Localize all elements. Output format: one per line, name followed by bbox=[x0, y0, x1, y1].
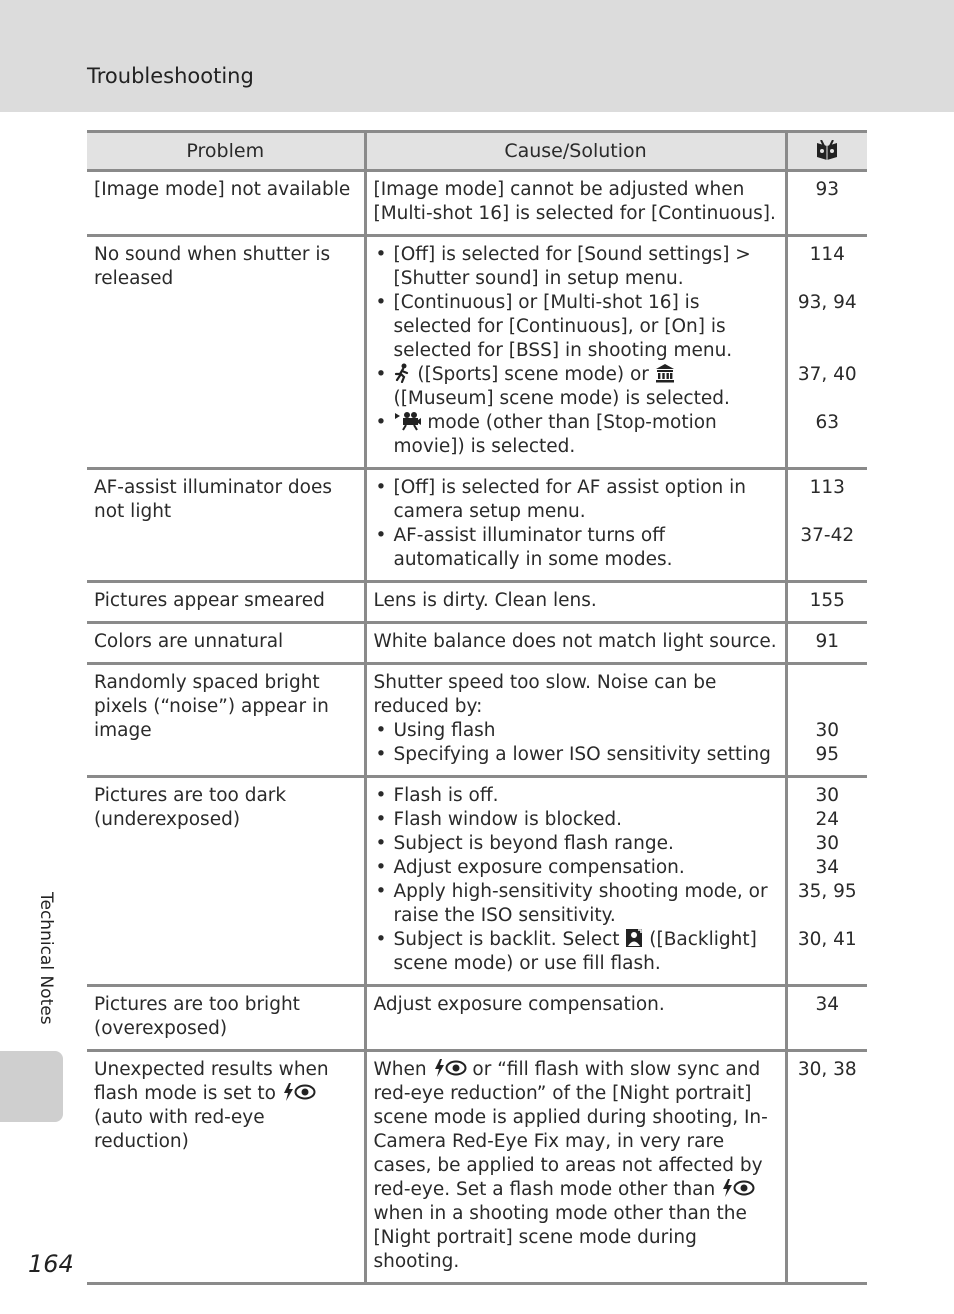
table-header-row bbox=[87, 132, 867, 171]
solution-cell bbox=[365, 1051, 786, 1284]
list-item bbox=[374, 928, 778, 976]
list-item: • [Continuous] or [Multi-shot 16] is selected for [Continuous], or [On] is selected for [BSS] in shooting menu. bbox=[374, 291, 778, 363]
solution-text: when in a shooting mode other than the [Night portrait] scene mode during shooting. bbox=[373, 1203, 747, 1272]
bullet-text: ([Museum] scene mode) is selected. bbox=[393, 388, 730, 409]
bullet-text: mode (other than [Stop-motion movie]) is selected. bbox=[393, 412, 717, 457]
page-reference-cell: 91 bbox=[786, 623, 867, 664]
solution-cell: [Image mode] cannot be adjusted when [Multi-shot 16] is selected for [Continuous]. bbox=[365, 171, 786, 236]
solution-cell bbox=[365, 777, 786, 986]
problem-cell: Colors are unnatural bbox=[87, 623, 365, 664]
problem-cell: No sound when shutter is released bbox=[87, 236, 365, 469]
troubleshooting-table bbox=[87, 130, 867, 1285]
table-row bbox=[87, 777, 867, 986]
solution-cell: White balance does not match light source. bbox=[365, 623, 786, 664]
solution-cell bbox=[365, 664, 786, 777]
list-item: • Specifying a lower ISO sensitivity setting bbox=[374, 743, 778, 767]
list-item: • Adjust exposure compensation. bbox=[374, 856, 778, 880]
section-title: Troubleshooting bbox=[87, 64, 254, 88]
page-reference-cell: 30 24 30 34 35, 95 30, 41 bbox=[786, 777, 867, 986]
bullet-text: ([Sports] scene mode) or bbox=[411, 364, 655, 385]
table-row bbox=[87, 582, 867, 623]
page-reference-cell: 113 37-42 bbox=[786, 469, 867, 582]
list-item: • Apply high-sensitivity shooting mode, or raise the ISO sensitivity. bbox=[374, 880, 778, 928]
solution-cell: Lens is dirty. Clean lens. bbox=[365, 582, 786, 623]
problem-text: Unexpected results when flash mode is set to bbox=[94, 1059, 329, 1104]
side-tab-marker bbox=[0, 1051, 63, 1122]
sports-scene-icon bbox=[394, 363, 412, 383]
list-item: • AF-assist illuminator turns off automatically in some modes. bbox=[374, 524, 778, 572]
problem-text: (auto with red-eye reduction) bbox=[94, 1107, 265, 1152]
backlight-scene-icon bbox=[625, 928, 643, 948]
page-reference-cell: 30 95 bbox=[786, 664, 867, 777]
solution-text: When bbox=[373, 1059, 433, 1080]
museum-scene-icon bbox=[655, 363, 675, 383]
column-header-problem: Problem bbox=[87, 132, 365, 171]
list-item: • Subject is beyond flash range. bbox=[374, 832, 778, 856]
problem-cell: Randomly spaced bright pixels (“noise”) appear in image bbox=[87, 664, 365, 777]
problem-cell: Pictures are too dark (underexposed) bbox=[87, 777, 365, 986]
table-row bbox=[87, 236, 867, 469]
solution-cell bbox=[365, 236, 786, 469]
column-header-solution: Cause/Solution bbox=[365, 132, 786, 171]
list-item: • [Off] is selected for [Sound settings] > [Shutter sound] in setup menu. bbox=[374, 243, 778, 291]
page-reference-cell: 114 93, 94 37, 40 63 bbox=[786, 236, 867, 469]
table-row bbox=[87, 664, 867, 777]
solution-text: or “fill flash with slow sync and red-eye reduction” of the [Night portrait] scene mode is applied during shooting, In-Camera Red-Eye Fix may, in very rare cases, be applied to areas not affected by red-eye. Set a flash mode other than bbox=[373, 1059, 768, 1200]
auto-redeye-flash-icon bbox=[433, 1058, 467, 1078]
list-item: • Flash is off. bbox=[374, 784, 778, 808]
bullet-text: ([Backlight] scene mode) or use fill flash. bbox=[393, 929, 757, 974]
movie-mode-icon bbox=[394, 411, 422, 431]
problem-cell: Pictures appear smeared bbox=[87, 582, 365, 623]
problem-cell: [Image mode] not available bbox=[87, 171, 365, 236]
list-item: • Using flash bbox=[374, 719, 778, 743]
column-header-reference bbox=[786, 132, 867, 171]
page-number: 164 bbox=[28, 1250, 74, 1278]
side-section-label: Technical Notes bbox=[36, 892, 56, 1025]
list-item bbox=[374, 363, 778, 411]
book-reference-icon bbox=[816, 140, 838, 160]
page-reference-cell: 93 bbox=[786, 171, 867, 236]
solution-cell bbox=[365, 469, 786, 582]
auto-redeye-flash-icon bbox=[282, 1082, 316, 1102]
page-reference-cell: 34 bbox=[786, 986, 867, 1051]
auto-redeye-flash-icon bbox=[721, 1178, 755, 1198]
problem-cell: Pictures are too bright (overexposed) bbox=[87, 986, 365, 1051]
table-row bbox=[87, 623, 867, 664]
list-item: • Flash window is blocked. bbox=[374, 808, 778, 832]
list-item bbox=[374, 411, 778, 459]
solution-intro: Shutter speed too slow. Noise can be reduced by: bbox=[373, 672, 717, 717]
page-reference-cell: 30, 38 bbox=[786, 1051, 867, 1284]
header-band bbox=[0, 0, 954, 112]
solution-cell: Adjust exposure compensation. bbox=[365, 986, 786, 1051]
table-row bbox=[87, 171, 867, 236]
page-reference-cell: 155 bbox=[786, 582, 867, 623]
problem-cell: AF-assist illuminator does not light bbox=[87, 469, 365, 582]
list-item: • [Off] is selected for AF assist option in camera setup menu. bbox=[374, 476, 778, 524]
table-row bbox=[87, 469, 867, 582]
bullet-text: Subject is backlit. Select bbox=[393, 929, 626, 950]
problem-cell bbox=[87, 1051, 365, 1284]
table-row bbox=[87, 986, 867, 1051]
table-row bbox=[87, 1051, 867, 1284]
